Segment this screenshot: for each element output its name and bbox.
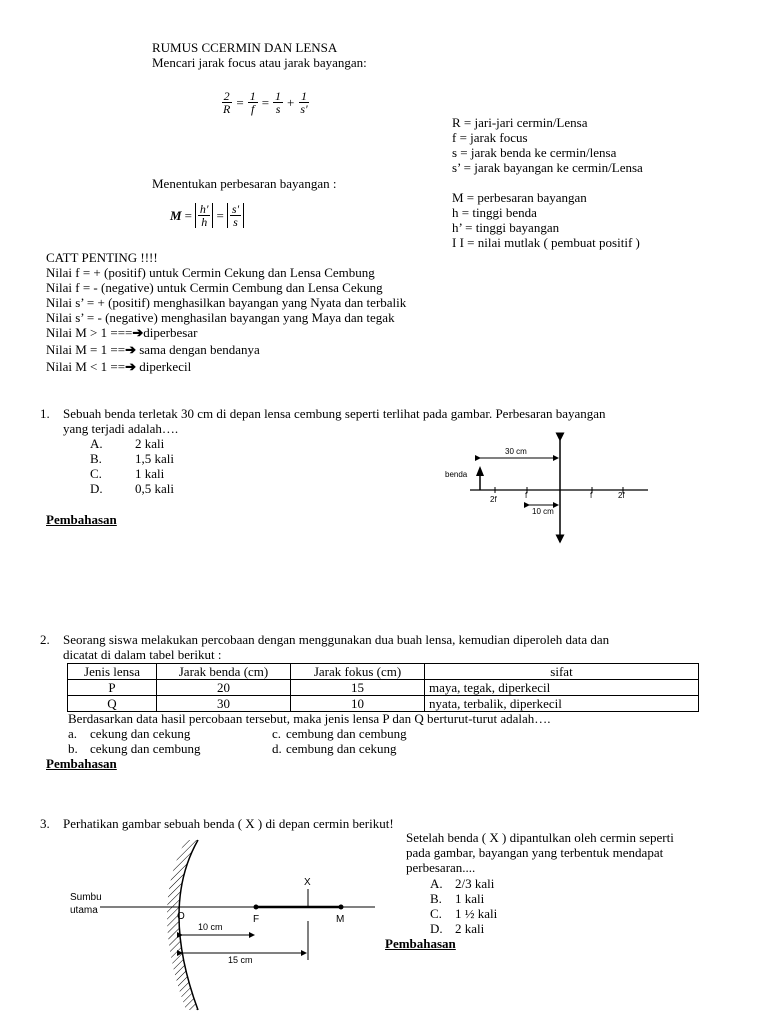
option-text: cembung dan cembung xyxy=(286,726,407,741)
question-side-text: perbesaran.... xyxy=(406,860,476,875)
table-row xyxy=(68,680,699,696)
option-text: 1 kali xyxy=(455,891,485,906)
distance-10-label: 10 cm xyxy=(532,507,554,516)
question-number: 2. xyxy=(40,632,50,647)
option-text: 0,5 kali xyxy=(135,481,174,496)
pole-label: O xyxy=(177,911,185,922)
option-label: A. xyxy=(90,436,103,451)
option-text: 2/3 kali xyxy=(455,876,495,891)
option-text: 2 kali xyxy=(135,436,165,451)
magnification-label: Menentukan perbesaran bayangan : xyxy=(152,176,337,191)
right-f-label: f xyxy=(590,491,593,500)
axis-label: utama xyxy=(70,905,98,916)
note-line-magnified: Nilai M > 1 ===➔diperbesar xyxy=(46,325,198,340)
option-label: b. xyxy=(68,741,78,756)
definition-m: M = perbesaran bayangan xyxy=(452,190,587,205)
option-label: a. xyxy=(68,726,78,741)
lens-formula: $\frac{2}{R}$ = $\frac{1}{f}$ = $\frac{1}{s}$ + $\frac{1}{s'}$ xyxy=(223,89,308,116)
option-text: 1 ½ kali xyxy=(455,906,498,921)
column-header: Jarak benda (cm) xyxy=(157,664,291,680)
table-cell: 15 xyxy=(291,680,425,696)
option-text: 2 kali xyxy=(455,921,485,936)
option-text: cekung dan cekung xyxy=(90,726,191,741)
distance-10-label: 10 cm xyxy=(198,922,223,932)
option-label: D. xyxy=(90,481,103,496)
question-text: Berdasarkan data hasil percobaan tersebut, maka jenis lensa P dan Q berturut-turut adalah…. xyxy=(68,711,551,726)
pembahasan-heading: Pembahasan xyxy=(385,936,456,951)
right-arrow-icon: ➔ xyxy=(125,359,136,374)
table-row xyxy=(68,696,699,712)
question-number: 3. xyxy=(40,816,50,831)
question-text: Sebuah benda terletak 30 cm di depan lensa cembung seperti terlihat pada gambar. Perbesaran bayangan xyxy=(63,406,606,421)
option-text: 1,5 kali xyxy=(135,451,174,466)
option-label: D. xyxy=(430,921,443,936)
right-arrow-icon: ➔ xyxy=(125,342,136,357)
column-header: Jarak fokus (cm) xyxy=(291,664,425,680)
note-line-same: Nilai M = 1 ==➔ sama dengan bendanya xyxy=(46,342,260,357)
fraction-1-over-s-prime: $\frac{1}{s'}$ xyxy=(300,89,308,116)
column-header: sifat xyxy=(425,664,699,680)
note-line: Nilai s’ = - (negative) menghasilan bayangan yang Maya dan tegak xyxy=(46,310,395,325)
right-2f-label: 2f xyxy=(618,491,625,500)
option-label: c. xyxy=(272,726,282,741)
page-title: RUMUS CCERMIN DAN LENSA xyxy=(152,40,338,55)
object-arrow-icon xyxy=(476,466,484,476)
pembahasan-heading: Pembahasan xyxy=(46,756,117,771)
focus-label: F xyxy=(253,914,260,925)
fraction-s-prime-over-s: $\frac{s'}{s}$ xyxy=(231,202,240,229)
question-side-text: Setelah benda ( X ) dipantulkan oleh cermin seperti xyxy=(406,830,674,845)
table-cell: Q xyxy=(68,696,157,712)
question-text: dicatat di dalam tabel berikut : xyxy=(63,647,222,662)
distance-30-label: 30 cm xyxy=(505,447,527,456)
option-label: C. xyxy=(90,466,102,481)
definition-h-prime: h’ = tinggi bayangan xyxy=(452,220,560,235)
table-cell: 20 xyxy=(157,680,291,696)
note-line: Nilai f = + (positif) untuk Cermin Cekung dan Lensa Cembung xyxy=(46,265,375,280)
note-line: Nilai s’ = + (positif) menghasilkan bayangan yang Nyata dan terbalik xyxy=(46,295,407,310)
center-point xyxy=(339,905,344,910)
definition-f: f = jarak focus xyxy=(452,130,528,145)
note-line: Nilai f = - (negative) untuk Cermin Cembung dan Lensa Cekung xyxy=(46,280,383,295)
note-line-reduced: Nilai M < 1 ==➔ diperkecil xyxy=(46,359,192,374)
definition-s-prime: s’ = jarak bayangan ke cermin/Lensa xyxy=(452,160,643,175)
mirror-hatching xyxy=(167,840,198,1010)
distance-15-label: 15 cm xyxy=(228,955,253,965)
column-header: Jenis lensa xyxy=(68,664,157,680)
definition-s: s = jarak benda ke cermin/lensa xyxy=(452,145,617,160)
focus-point xyxy=(254,905,259,910)
definition-absolute: I I = nilai mutlak ( pembuat positif ) xyxy=(452,235,640,250)
pembahasan-heading: Pembahasan xyxy=(46,512,117,527)
question-text: Seorang siswa melakukan percobaan dengan menggunakan dua buah lensa, kemudian diperoleh data dan xyxy=(63,632,610,647)
option-label: C. xyxy=(430,906,442,921)
definition-h: h = tinggi benda xyxy=(452,205,537,220)
fraction-2-over-r: $\frac{2}{R}$ xyxy=(223,89,231,116)
notes-heading: CATT PENTING !!!! xyxy=(46,250,158,265)
table-cell: 10 xyxy=(291,696,425,712)
center-label: M xyxy=(336,914,345,925)
table-cell: P xyxy=(68,680,157,696)
object-x-label: X xyxy=(304,877,311,888)
option-label: B. xyxy=(90,451,102,466)
question-text: Perhatikan gambar sebuah benda ( X ) di depan cermin berikut! xyxy=(63,816,394,831)
mirror-diagram xyxy=(60,835,390,1015)
magnification-formula: M = $\frac{h'}{h}$ = $\frac{s'}{s}$ xyxy=(170,203,244,228)
option-label: A. xyxy=(430,876,443,891)
fraction-h-prime-over-h: $\frac{h'}{h}$ xyxy=(199,202,209,229)
table-cell: maya, tegak, diperkecil xyxy=(425,680,699,696)
left-f-label: f xyxy=(525,491,528,500)
option-text: cekung dan cembung xyxy=(90,741,201,756)
question-text: yang terjadi adalah…. xyxy=(63,421,179,436)
axis-label: Sumbu xyxy=(70,892,102,903)
left-2f-label: 2f xyxy=(490,495,497,504)
lens-diagram xyxy=(440,430,660,550)
object-label: benda xyxy=(445,470,468,479)
question-side-text: pada gambar, bayangan yang terbentuk mendapat xyxy=(406,845,664,860)
right-arrow-icon: ➔ xyxy=(132,325,144,340)
option-label: B. xyxy=(430,891,442,906)
question-number: 1. xyxy=(40,406,50,421)
fraction-1-over-s: $\frac{1}{s}$ xyxy=(275,89,282,116)
definition-r: R = jari-jari cermin/Lensa xyxy=(452,115,588,130)
fraction-1-over-f: $\frac{1}{f}$ xyxy=(249,89,256,116)
table-header-row xyxy=(68,664,699,680)
table-cell: 30 xyxy=(157,696,291,712)
option-label: d. xyxy=(272,741,282,756)
table-cell: nyata, terbalik, diperkecil xyxy=(425,696,699,712)
option-text: 1 kali xyxy=(135,466,165,481)
data-table xyxy=(67,663,699,712)
option-text: cembung dan cekung xyxy=(286,741,397,756)
page-subtitle: Mencari jarak focus atau jarak bayangan: xyxy=(152,55,367,70)
